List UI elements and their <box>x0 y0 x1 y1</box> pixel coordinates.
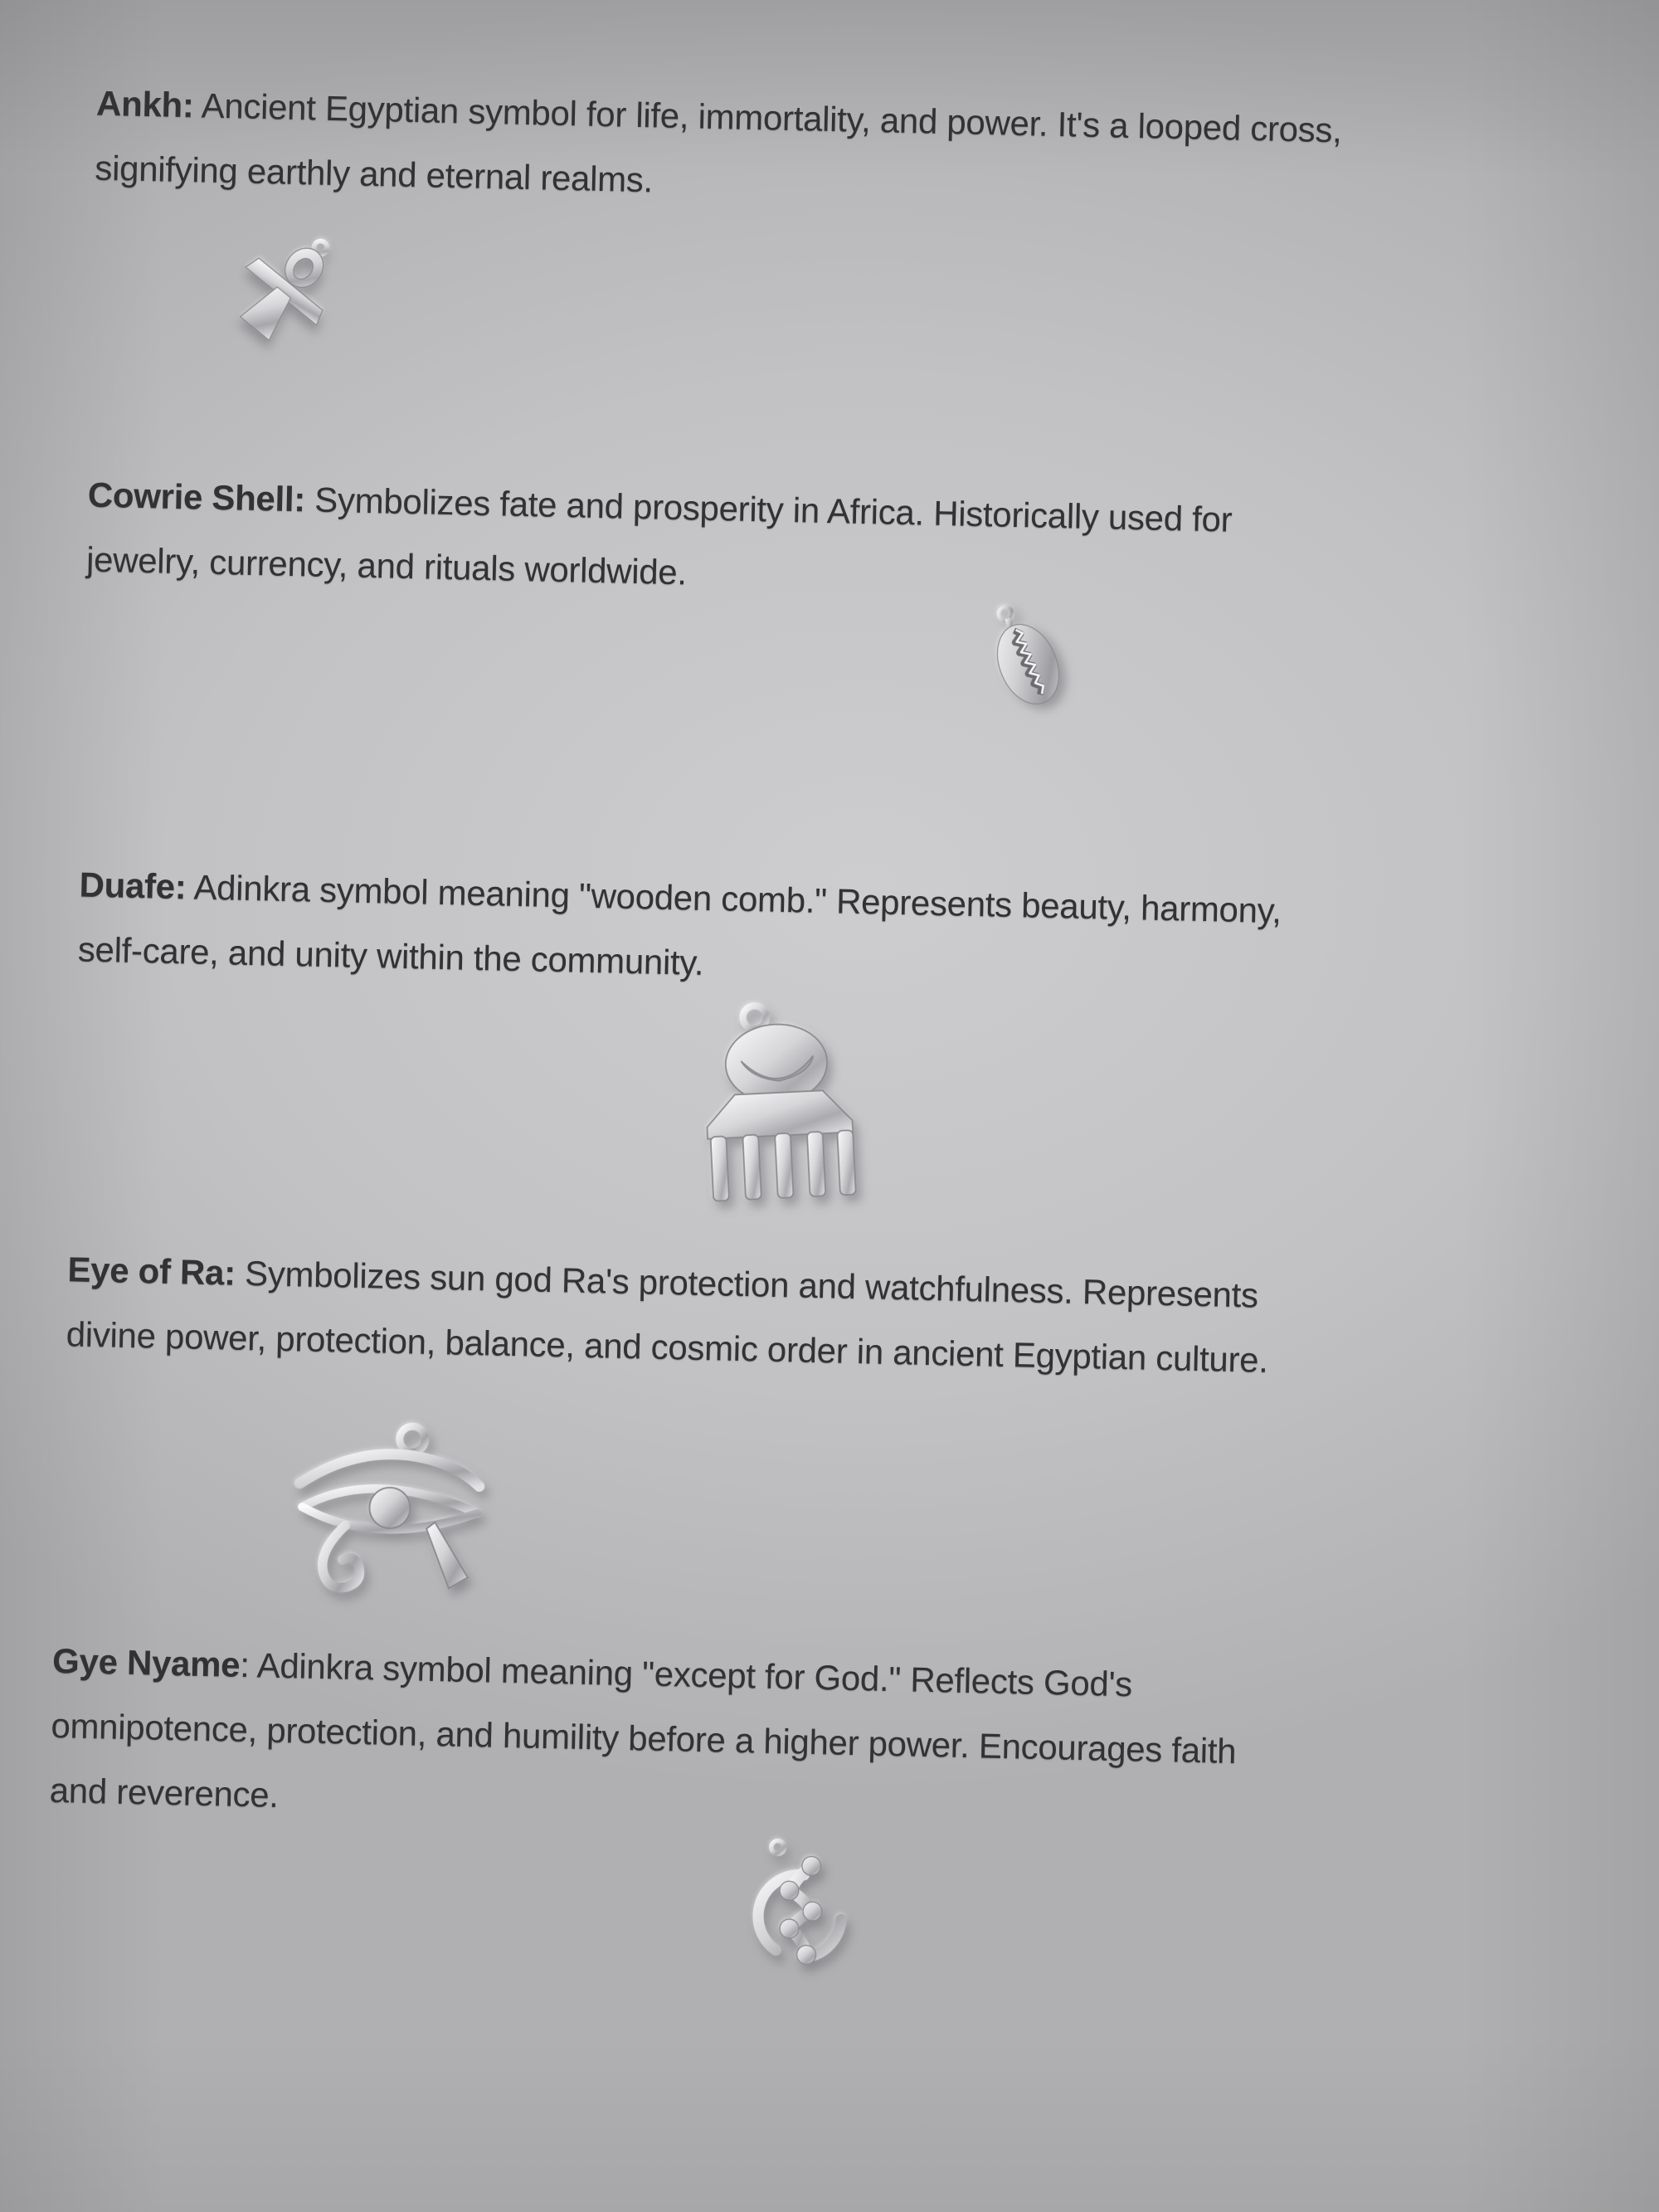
entry-ankh-description: Ancient Egyptian symbol for life, immortality, and power. It's a looped cross, signifying earthly and eternal realms. <box>94 85 1343 200</box>
entry-gye-nyame-term: Gye Nyame <box>51 1640 241 1684</box>
entry-duafe-text <box>77 852 1656 1016</box>
duafe-charm-icon <box>695 996 871 1209</box>
entry-duafe-description: Adinkra symbol meaning "wooden comb." Represents beauty, harmony, self-care, and unity within the community. <box>77 867 1282 982</box>
gye-nyame-charm-icon <box>741 1834 860 1980</box>
entry-duafe-term: Duafe: <box>79 865 187 907</box>
entry-eye-of-ra-description: Symbolizes sun god Ra's protection and watchfulness. Represents divine power, protection, balance, and cosmic order in ancient Egyptian culture. <box>66 1253 1269 1380</box>
entry-cowrie-text <box>85 463 1659 626</box>
entry-cowrie-term: Cowrie Shell: <box>87 475 306 519</box>
entry-gye-nyame-description: : Adinkra symbol meaning "except for God." Reflects God's omnipotence, protection, and humility before a higher power. Encourages faith and reverence. <box>49 1644 1237 1815</box>
entry-gye-nyame-text <box>49 1629 1629 1857</box>
ankh-charm-icon <box>217 212 362 359</box>
entry-ankh-text <box>95 71 1659 235</box>
entry-eye-of-ra-text <box>66 1237 1644 1401</box>
entry-ankh-term: Ankh: <box>95 83 195 125</box>
entry-eye-of-ra-term: Eye of Ra: <box>66 1250 236 1293</box>
eye-of-ra-charm-icon <box>286 1419 492 1603</box>
entry-cowrie-description: Symbolizes fate and prosperity in Africa. Historically used for jewelry, currency, and rituals worldwide. <box>85 480 1233 592</box>
